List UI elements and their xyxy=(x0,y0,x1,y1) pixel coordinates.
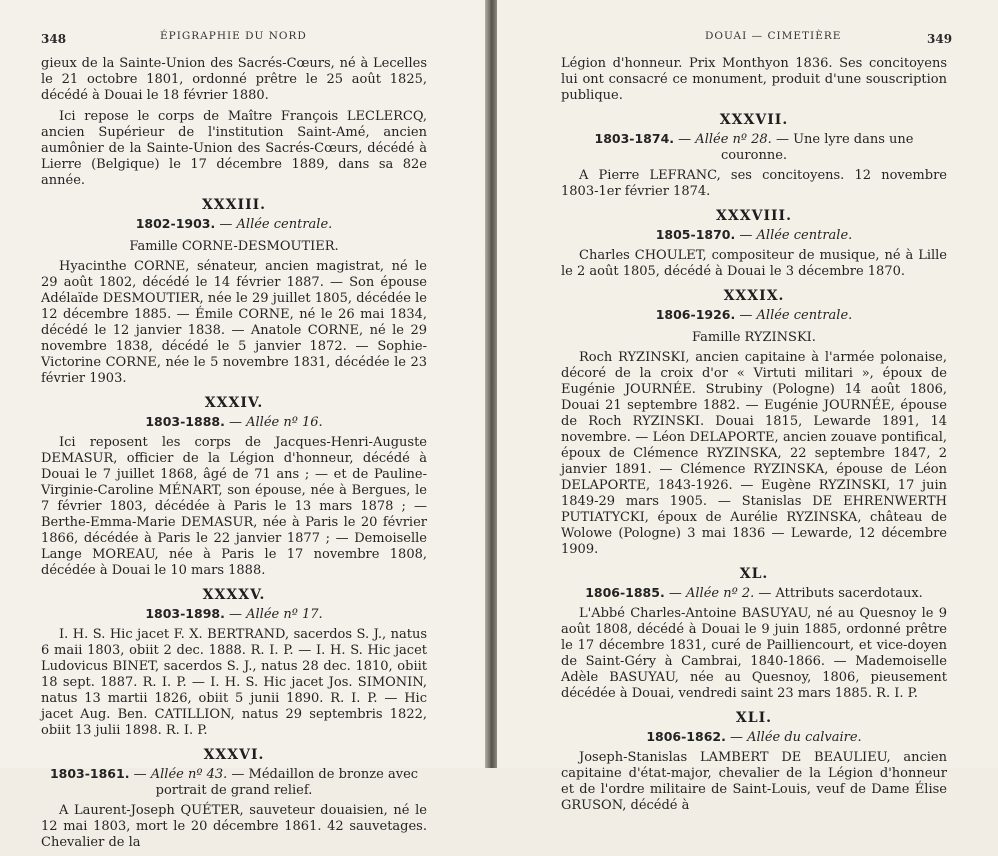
entry-text: Roch RYZINSKI, ancien capitaine à l'armée polonaise, décoré de la croix d'or « Virtuti militari », époux de Eugénie JOURNÉE. Strubiny (Pologne) 14 août 1806, Douai 21 septembre 1882. — Eugénie JOURNÉE, épouse de Roch RYZINSKI. Douai 1815, Lewarde 1891, 14 novembre. — Léon DELAPORTE, ancien zouave pontifical, époux de Clémence RYZINSKA, 22 septembre 1847, 2 janvier 1891. — Clémence RYZINSKA, épouse de Léon DELAPORTE, 1843-1926. — Eugène RYZINSKI, 17 juin 1849-29 mars 1905. — Stanislas DE EHRENWERTH PUTIATYCKI, époux de Aurélie RYZINSKA, château de Wolowe (Pologne) 3 mai 1836 — Lewarde, 12 décembre 1909. xyxy=(561,350,947,557)
right-page-body xyxy=(561,56,947,819)
entry-location: — Allée centrale. xyxy=(739,308,853,323)
section-numeral: XXXVI. xyxy=(203,747,265,763)
entry-dates: 1803-1874. xyxy=(594,131,675,146)
entry-note: — Attributs sacerdotaux. xyxy=(758,586,923,601)
entry-dates: 1806-1862. xyxy=(646,729,726,744)
left-running-header: ÉPIGRAPHIE DU NORD xyxy=(160,30,307,42)
entry-heading xyxy=(41,216,427,233)
entry-dates: 1806-1885. xyxy=(585,585,665,600)
entry-heading xyxy=(561,227,947,244)
section-numeral: XXXXV. xyxy=(202,587,266,603)
leclercq-paragraph: Ici repose le corps de Maître François LECLERCQ, ancien Supérieur de l'institution Saint-Amé, ancien aumônier de la Sainte-Union des Sacrés-Cœurs, décédé à Lierre (Belgique) le 17 décembre 1889, dans sa 82e année. xyxy=(41,109,427,188)
entry-dates: 1803-1898. xyxy=(145,606,225,621)
section-numeral: XXXVII. xyxy=(719,112,789,128)
entry-text: Charles CHOULET, compositeur de musique, né à Lille le 2 août 1805, décédé à Douai le 3 décembre 1870. xyxy=(561,248,947,279)
entry-text: Ici reposent les corps de Jacques-Henri-Auguste DEMASUR, officier de la Légion d'honneur, décédé à Douai le 7 juillet 1868, âgé de 71 ans ; — et de Pauline-Virginie-Caroline MÉNART, son épouse, née à Bergues, le 7 février 1803, décédée à Paris le 13 mars 1878 ; — Berthe-Emma-Marie DEMASUR, née à Paris le 20 février 1866, décédée à Paris le 22 janvier 1877 ; — Demoiselle Lange MOREAU, née à Paris le 17 novembre 1808, décédée à Douai le 10 mars 1888. xyxy=(41,435,427,578)
entry-dates: 1803-1861. xyxy=(49,766,130,781)
section-numeral: XXXVIII. xyxy=(716,208,792,224)
entry-dates: 1802-1903. xyxy=(135,216,216,231)
entry-text: A Pierre LEFRANC, ses concitoyens. 12 novembre 1803-1er février 1874. xyxy=(561,168,947,199)
book-gutter xyxy=(485,0,497,768)
entry-text: Joseph-Stanislas LAMBERT DE BEAULIEU, ancien capitaine d'état-major, chevalier de la Légion d'honneur et de l'ordre militaire de Saint-Louis, veuf de Dame Élise GRUSON, décédé à xyxy=(561,750,947,813)
opening-paragraph: gieux de la Sainte-Union des Sacrés-Cœurs, né à Lecelles le 21 octobre 1801, ordonné prêtre le 25 août 1825, décédé à Douai le 18 février 1880. xyxy=(41,56,427,103)
left-page-body xyxy=(41,56,427,856)
opening-paragraph: Légion d'honneur. Prix Monthyon 1836. Ses concitoyens lui ont consacré ce monument, produit d'une souscription publique. xyxy=(561,56,947,103)
entry-heading xyxy=(41,606,427,623)
entry-dates: 1806-1926. xyxy=(655,307,736,322)
entry-note: — Une lyre dans une couronne. xyxy=(720,132,914,163)
entry-heading xyxy=(41,414,427,431)
section-numeral: XLI. xyxy=(735,710,773,726)
entry-text: I. H. S. Hic jacet F. X. BERTRAND, sacerdos S. J., natus 6 maii 1803, obiit 2 dec. 1888. R. I. P. — I. H. S. Hic jacet Ludovicus BINET, sacerdos S. J., natus 28 dec. 1810, obiit 18 sept. 1887. R. I. P. — I. H. S. Hic jacet Jos. SIMONIN, natus 13 martii 1826, obiit 5 junii 1890. R. I. P. — Hic jacet Aug. Ben. CATILLION, natus 29 septembris 1822, obiit 13 julii 1898. R. I. P. xyxy=(41,627,427,738)
entry-dates: 1803-1888. xyxy=(145,414,225,429)
entry-location: — Allée centrale. xyxy=(219,217,333,232)
entry-heading xyxy=(41,766,427,799)
section-numeral: XXXIV. xyxy=(204,395,264,411)
right-page-number: 349 xyxy=(927,32,953,46)
left-page-number: 348 xyxy=(41,32,67,46)
entry-heading xyxy=(561,729,947,746)
section-numeral: XL. xyxy=(739,566,769,582)
entry-heading xyxy=(561,585,947,602)
family-name: Famille CORNE-DESMOUTIER. xyxy=(129,239,339,254)
section-numeral: XXXIX. xyxy=(723,288,785,304)
entry-location: — Allée nº 16. xyxy=(229,415,323,430)
entry-note: — Médaillon de bronze avec portrait de grand relief. xyxy=(155,767,419,798)
entry-dates: 1805-1870. xyxy=(655,227,736,242)
right-running-header: DOUAI — CIMETIÈRE xyxy=(705,30,842,42)
entry-location: — Allée du calvaire. xyxy=(730,730,862,745)
entry-heading xyxy=(561,131,947,164)
right-page xyxy=(497,0,998,813)
family-name: Famille RYZINSKI. xyxy=(692,330,816,345)
entry-location: — Allée nº 2. xyxy=(668,586,755,601)
entry-location: — Allée nº 28. xyxy=(678,132,772,147)
entry-location: — Allée nº 17. xyxy=(229,607,323,622)
section-numeral: XXXIII. xyxy=(201,197,267,213)
entry-text: A Laurent-Joseph QUÉTER, sauveteur douaisien, né le 12 mai 1803, mort le 20 décembre 1861. 42 sauvetages. Chevalier de la xyxy=(41,803,427,850)
entry-text: Hyacinthe CORNE, sénateur, ancien magistrat, né le 29 août 1802, décédé le 14 février 1887. — Son épouse Adélaïde DESMOUTIER, née le 29 juillet 1805, décédée le 12 décembre 1885. — Émile CORNE, né le 26 mai 1834, décédé le 12 janvier 1838. — Anatole CORNE, né le 29 novembre 1838, décédé le 5 janvier 1872. — Sophie-Victorine CORNE, née le 5 novembre 1831, décédée le 23 février 1903. xyxy=(41,259,427,386)
entry-heading xyxy=(561,307,947,324)
entry-location: — Allée nº 43. xyxy=(133,767,228,782)
entry-location: — Allée centrale. xyxy=(739,228,853,243)
left-page xyxy=(0,0,485,850)
entry-text: L'Abbé Charles-Antoine BASUYAU, né au Quesnoy le 9 août 1808, décédé à Douai le 9 juin 1885, ordonné prêtre le 17 décembre 1831, curé de Pailliencourt, et vice-doyen de Saint-Géry à Cambrai, 1840-1866. — Mademoiselle Adèle BASUYAU, née au Quesnoy, 1806, pieusement décédée à Douai, vendredi saint 23 mars 1885. R. I. P. xyxy=(561,606,947,701)
